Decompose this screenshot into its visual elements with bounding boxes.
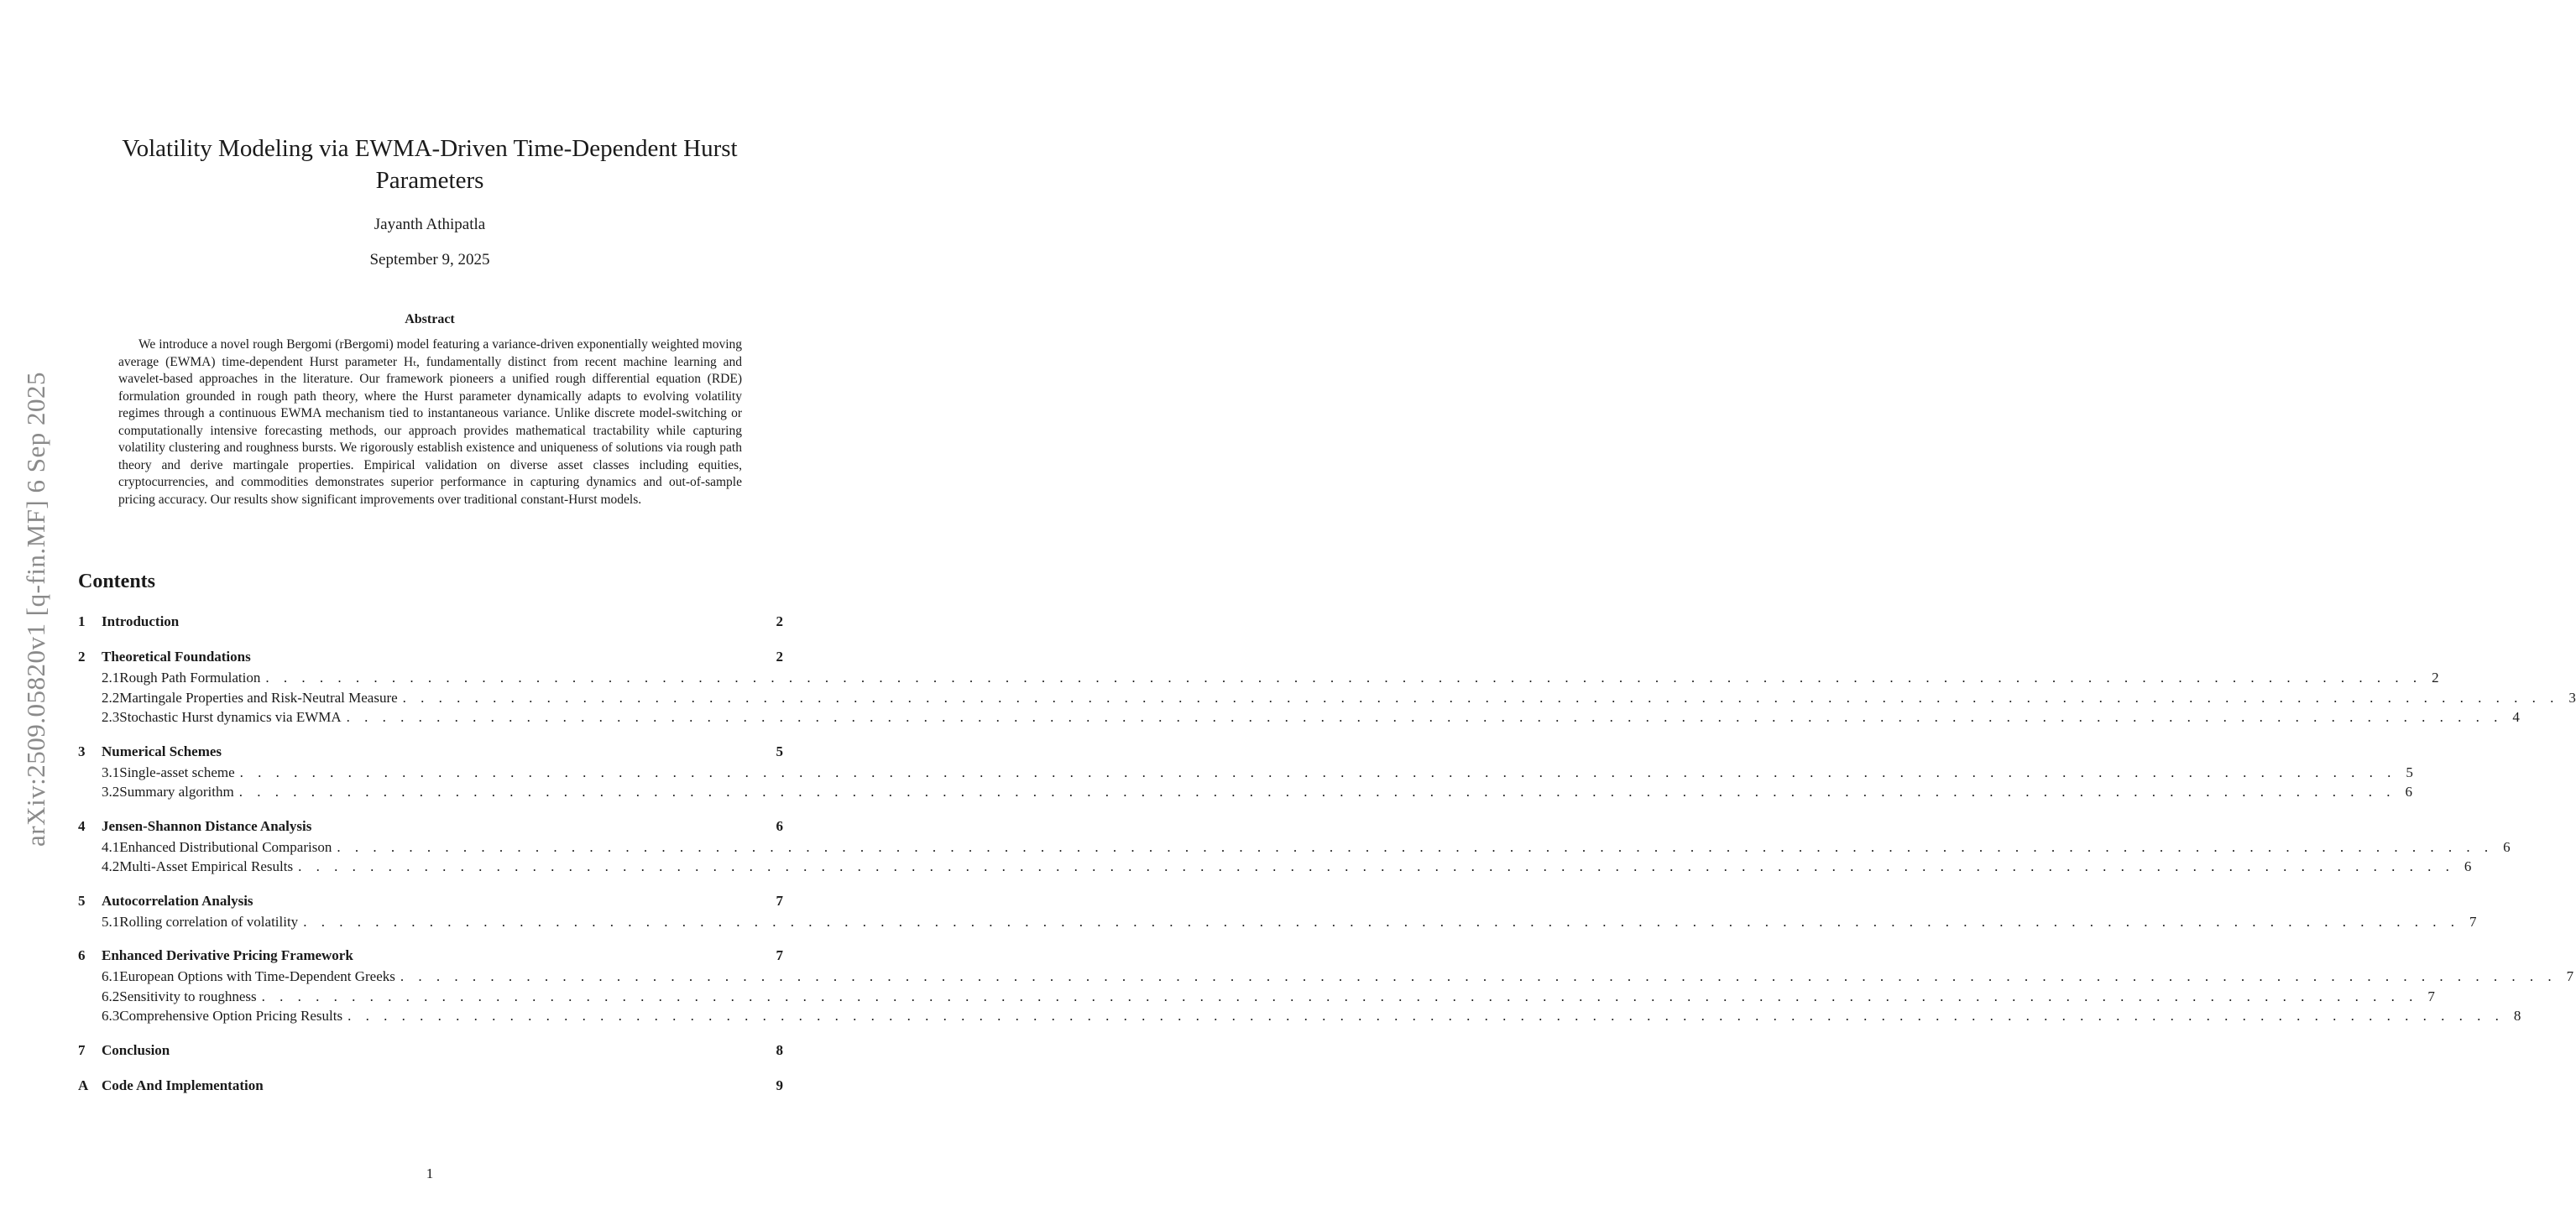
toc-section-page: 7 xyxy=(776,947,783,963)
toc-subsection-entry[interactable] xyxy=(78,763,2413,783)
toc-section-page: 6 xyxy=(776,817,783,834)
contents-heading: Contents xyxy=(78,571,156,592)
toc-subsection-entry[interactable] xyxy=(78,857,2472,877)
toc-section-entry[interactable] xyxy=(78,611,783,633)
toc-subsection-number: 3.1 xyxy=(102,764,120,780)
toc-subsection-entry[interactable] xyxy=(78,1006,2521,1026)
toc-subsection-page: 5 xyxy=(2406,764,2413,780)
toc-dot-leader: . . . . . . . . . . . . . . . . . . . . . . . . . . . . . . . . . . . . . . . . . . . . . . . . . . . . . . . . . . . . . . . . . . . . . . . . . . . . . . . . . . . . . . . . . . . . . . . . . . . . . . . . . . . . . . . . . . . . . . . . xyxy=(400,968,2558,984)
abstract-body: We introduce a novel rough Bergomi (rBergomi) model featuring a variance-driven exponentially weighted moving average (EWMA) time-dependent Hurst parameter Hₜ, fundamentally distinct from recent machine learning and wavelet-based approaches in the literature. Our framework pioneers a unified rough differential equation (RDE) formulation grounded in rough path theory, where the Hurst parameter dynamically adapts to evolving volatility regimes through a continuous EWMA mechanism tied to instantaneous variance. Unlike discrete model-switching or computationally intensive forecasting methods, our approach provides mathematical tractability while capturing volatility clustering and roughness bursts. We rigorously establish existence and uniqueness of solutions via rough path theory and derive martingale properties. Empirical validation on diverse asset classes including equities, cryptocurrencies, and commodities demonstrates superior performance in capturing dynamics and out-of-sample pricing accuracy. Our results show significant improvements over traditional constant-Hurst models. xyxy=(118,337,742,507)
toc-dot-leader: . . . . . . . . . . . . . . . . . . . . . . . . . . . . . . . . . . . . . . . . . . . . . . . . . . . . . . . . . . . . . . . . . . . . . . . . . . . . . . . . . . . . . . . . . . . . . . . . . . . . . . . . . . . . . . . . . . . . . . . . xyxy=(261,988,2418,1004)
toc-subsection-number: 6.1 xyxy=(102,968,120,984)
toc-section-page: 2 xyxy=(776,613,783,629)
toc-subsection-title: Martingale Properties and Risk-Neutral Measure xyxy=(119,689,398,706)
toc-dot-leader: . . . . . . . . . . . . . . . . . . . . . . . . . . . . . . . . . . . . . . . . . . . . . . . . . . . . . . . . . . . . . . . . . . . . . . . . . . . . . . . . . . . . . . . . . . . . . . . . . . . . . . . . . . . . . . . . . . . . . . . . xyxy=(265,670,2422,686)
toc-section xyxy=(78,611,783,633)
toc-dot-leader: . . . . . . . . . . . . . . . . . . . . . . . . . . . . . . . . . . . . . . . . . . . . . . . . . . . . . . . . . . . . . . . . . . . . . . . . . . . . . . . . . . . . . . . . . . . . . . . . . . . . . . . . . . . . . . . . . . . . . . . . xyxy=(239,764,2396,780)
author-name: Jayanth Athipatla xyxy=(374,216,486,233)
toc-subsection-title: Sensitivity to roughness xyxy=(119,988,257,1004)
toc-subsection-entry[interactable] xyxy=(78,967,2574,987)
toc-section-number: 6 xyxy=(78,947,86,963)
toc-section-title: Theoretical Foundations xyxy=(102,649,251,665)
toc-subsection-title: Stochastic Hurst dynamics via EWMA xyxy=(119,709,342,725)
toc-dot-leader: . . . . . . . . . . . . . . . . . . . . . . . . . . . . . . . . . . . . . . . . . . . . . . . . . . . . . . . . . . . . . . . . . . . . . . . . . . . . . . . . . . . . . . . . . . . . . . . . . . . . . . . . . . . . . . . . . . . . . . . . xyxy=(346,709,2503,725)
toc-dot-leader: . . . . . . . . . . . . . . . . . . . . . . . . . . . . . . . . . . . . . . . . . . . . . . . . . . . . . . . . . . . . . . . . . . . . . . . . . . . . . . . . . . . . . . . . . . . . . . . . . . . . . . . . . . . . . . . . . . . . . . . . xyxy=(238,784,2396,800)
toc-subsection-number: 6.2 xyxy=(102,988,120,1004)
toc-dot-leader: . . . . . . . . . . . . . . . . . . . . . . . . . . . . . . . . . . . . . . . . . . . . . . . . . . . . . . . . . . . . . . . . . . . . . . . . . . . . . . . . . . . . . . . . . . . . . . . . . . . . . . . . . . . . . . . . . . . . . . . . xyxy=(402,689,2559,706)
toc-section xyxy=(78,1040,783,1061)
toc-subsection-entry[interactable] xyxy=(78,707,2520,727)
toc-dot-leader: . . . . . . . . . . . . . . . . . . . . . . . . . . . . . . . . . . . . . . . . . . . . . . . . . . . . . . . . . . . . . . . . . . . . . . . . . . . . . . . . . . . . . . . . . . . . . . . . . . . . . . . . . . . . . . . . . . . . . . . . xyxy=(347,1008,2505,1024)
toc-subsection-entry[interactable] xyxy=(78,782,2412,802)
toc-subsection-page: 8 xyxy=(2513,1008,2521,1024)
toc-subsection-entry[interactable] xyxy=(78,837,2511,858)
toc-section-number: 7 xyxy=(78,1041,86,1058)
arxiv-stamp xyxy=(7,347,65,871)
toc-section-title: Autocorrelation Analysis xyxy=(102,892,253,909)
toc-section-number: A xyxy=(78,1077,89,1093)
page-number: 1 xyxy=(426,1165,434,1181)
toc-subsection-page: 7 xyxy=(2427,988,2435,1004)
toc-section xyxy=(78,741,2413,802)
toc-section-title: Enhanced Derivative Pricing Framework xyxy=(102,947,353,963)
toc-section-title: Code And Implementation xyxy=(102,1077,264,1093)
toc-section xyxy=(78,816,2511,877)
toc-section-number: 2 xyxy=(78,649,86,665)
toc-subsection-page: 7 xyxy=(2566,968,2574,984)
toc-subsection-number: 2.3 xyxy=(102,709,120,725)
toc-subsection-title: Enhanced Distributional Comparison xyxy=(119,838,332,855)
toc-subsection-title: European Options with Time-Dependent Greeks xyxy=(119,968,395,984)
toc-section xyxy=(78,890,2477,932)
toc-subsection-number: 5.1 xyxy=(102,913,120,930)
toc-subsection-entry[interactable] xyxy=(78,912,2477,932)
toc-section xyxy=(78,945,2574,1026)
toc-dot-leader: . . . . . . . . . . . . . . . . . . . . . . . . . . . . . . . . . . . . . . . . . . . . . . . . . . . . . . . . . . . . . . . . . . . . . . . . . . . . . . . . . . . . . . . . . . . . . . . . . . . . . . . . . . . . . . . . . . . . . . . . xyxy=(303,913,2460,930)
toc-subsection-title: Summary algorithm xyxy=(119,784,234,800)
toc-section-title: Conclusion xyxy=(102,1041,170,1058)
toc-section-title: Numerical Schemes xyxy=(102,743,222,759)
toc-section-title: Jensen-Shannon Distance Analysis xyxy=(102,817,312,834)
toc-subsection-page: 6 xyxy=(2405,784,2412,800)
toc-section-page: 9 xyxy=(776,1077,783,1093)
toc-section-page: 8 xyxy=(776,1041,783,1058)
toc-subsection-number: 4.2 xyxy=(102,858,120,874)
toc-subsection-number: 2.1 xyxy=(102,670,120,686)
toc-section xyxy=(78,1075,783,1097)
toc-section-entry[interactable] xyxy=(78,1040,783,1061)
toc-subsection-title: Rough Path Formulation xyxy=(119,670,261,686)
toc-section-number: 3 xyxy=(78,743,86,759)
toc-section xyxy=(78,646,2576,727)
toc-dot-leader: . . . . . . . . . . . . . . . . . . . . . . . . . . . . . . . . . . . . . . . . . . . . . . . . . . . . . . . . . . . . . . . . . . . . . . . . . . . . . . . . . . . . . . . . . . . . . . . . . . . . . . . . . . . . . . . . . . . . . . . . xyxy=(337,838,2494,855)
toc-subsection-page: 6 xyxy=(2464,858,2472,874)
toc-subsection-page: 6 xyxy=(2503,838,2511,855)
toc-section-number: 4 xyxy=(78,817,86,834)
toc-subsection-page: 7 xyxy=(2469,913,2477,930)
toc-subsection-page: 2 xyxy=(2432,670,2439,686)
toc-section-entry[interactable] xyxy=(78,646,783,668)
toc-subsection-page: 3 xyxy=(2568,689,2576,706)
toc-subsection-title: Single-asset scheme xyxy=(119,764,235,780)
toc-section-entry[interactable] xyxy=(78,945,783,967)
toc-subsection-entry[interactable] xyxy=(78,688,2576,708)
toc-subsection-number: 6.3 xyxy=(102,1008,120,1024)
toc-subsection-number: 2.2 xyxy=(102,689,120,706)
toc-section-entry[interactable] xyxy=(78,741,783,763)
toc-section-number: 1 xyxy=(78,613,86,629)
toc-subsection-number: 4.1 xyxy=(102,838,120,855)
publication-date: September 9, 2025 xyxy=(369,251,490,269)
toc-subsection-page: 4 xyxy=(2512,709,2520,725)
toc-subsection-title: Rolling correlation of volatility xyxy=(119,913,299,930)
table-of-contents xyxy=(78,611,2576,1110)
toc-section-page: 2 xyxy=(776,649,783,665)
toc-subsection-title: Multi-Asset Empirical Results xyxy=(119,858,294,874)
toc-subsection-entry[interactable] xyxy=(78,668,2439,688)
toc-section-entry[interactable] xyxy=(78,816,783,837)
toc-subsection-number: 3.2 xyxy=(102,784,120,800)
toc-section-title: Introduction xyxy=(102,613,180,629)
paper-title: Volatility Modeling via EWMA-Driven Time-Dependent Hurst Parameters xyxy=(122,135,738,194)
toc-section-page: 7 xyxy=(776,892,783,909)
toc-section-entry[interactable] xyxy=(78,1075,783,1097)
arxiv-identifier: arXiv:2509.05820v1 [q-fin.MF] 6 Sep 2025 xyxy=(21,372,50,847)
abstract-heading: Abstract xyxy=(405,312,455,326)
toc-subsection-entry[interactable] xyxy=(78,987,2435,1007)
toc-subsection-title: Comprehensive Option Pricing Results xyxy=(119,1008,343,1024)
toc-dot-leader: . . . . . . . . . . . . . . . . . . . . . . . . . . . . . . . . . . . . . . . . . . . . . . . . . . . . . . . . . . . . . . . . . . . . . . . . . . . . . . . . . . . . . . . . . . . . . . . . . . . . . . . . . . . . . . . . . . . . . . . . xyxy=(298,858,2455,874)
toc-section-page: 5 xyxy=(776,743,783,759)
toc-section-number: 5 xyxy=(78,892,86,909)
toc-section-entry[interactable] xyxy=(78,890,783,912)
